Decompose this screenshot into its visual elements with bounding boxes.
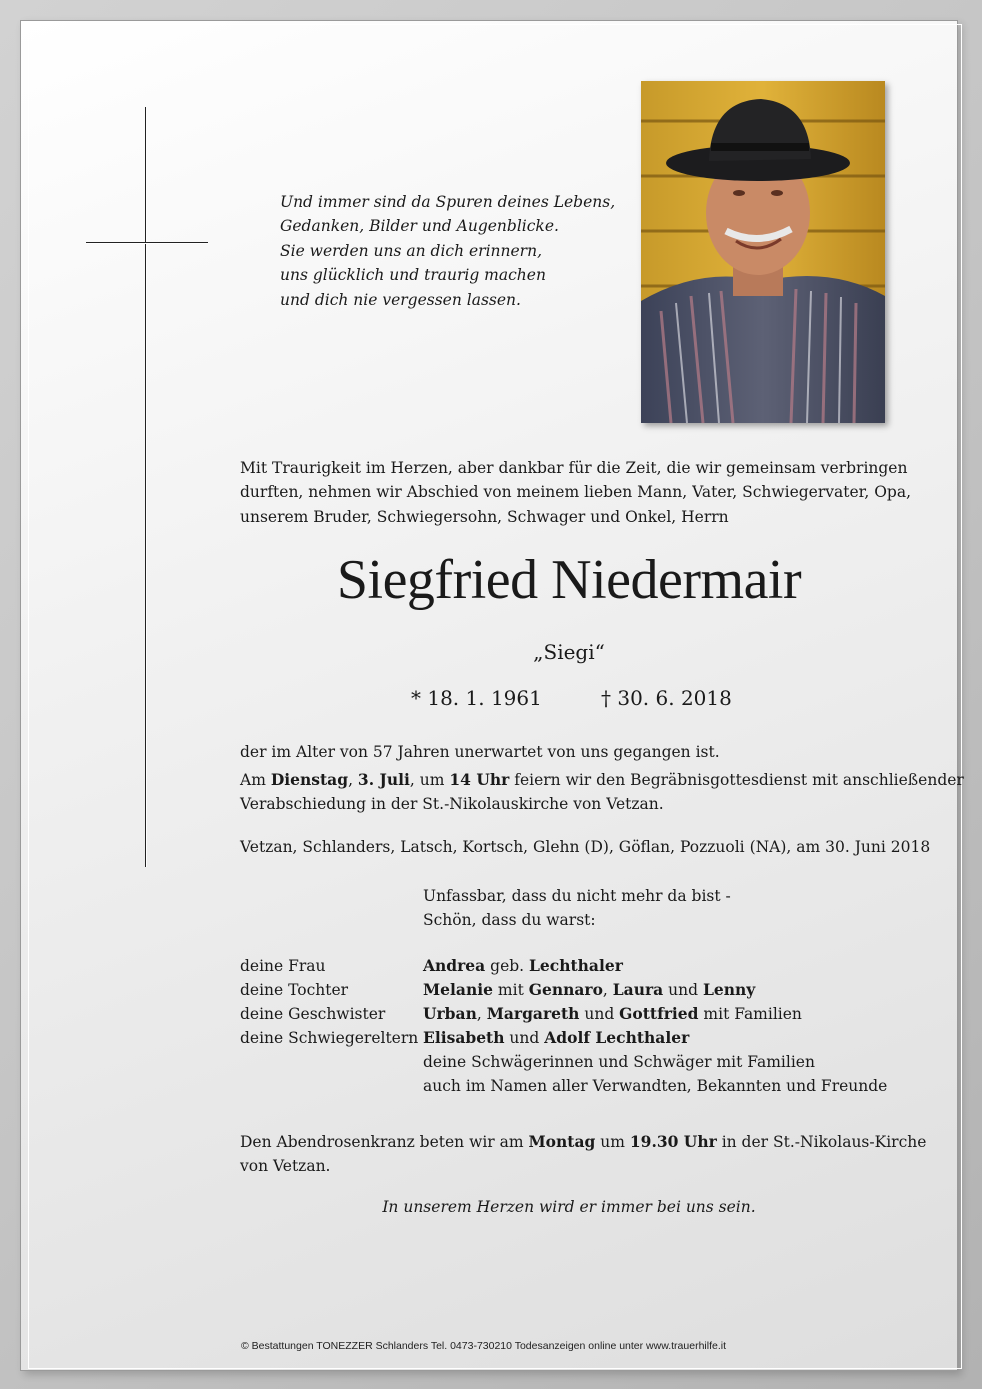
relation-names — [423, 1026, 689, 1050]
deceased-nickname: „Siegi“ — [533, 640, 605, 664]
rosary-time: 19.30 Uhr — [629, 1132, 717, 1151]
text: Am — [240, 771, 271, 789]
places-line: Vetzan, Schlanders, Latsch, Kortsch, Glehn (D), Göflan, Pozzuoli (NA), am 30. Juni 2018 — [240, 838, 931, 856]
name: Gottfried — [619, 1004, 699, 1023]
relation-label: deine Tochter — [240, 981, 349, 999]
places-text — [240, 835, 931, 859]
death-date: † 30. 6. 2018 — [601, 686, 732, 710]
relation-names — [423, 954, 623, 978]
age-text — [240, 740, 898, 764]
text: um — [595, 1133, 630, 1151]
funeral-line-2: Verabschiedung in der St.-Nikolauskirche von Vetzan. — [240, 795, 664, 814]
poem-line: Gedanken, Bilder und Augenblicke. — [280, 217, 559, 236]
text: mit — [492, 981, 529, 999]
quote — [423, 884, 823, 933]
text: mit Familien — [698, 1005, 802, 1023]
funeral-day: Dienstag — [270, 770, 349, 789]
text: , — [476, 1005, 487, 1023]
intro-line: Mit Traurigkeit im Herzen, aber dankbar für die Zeit, die wir gemeinsam verbringen — [240, 459, 908, 477]
intro-text — [240, 456, 912, 529]
text: , — [348, 771, 358, 789]
funeral-text — [240, 768, 964, 817]
relation-names — [423, 1002, 802, 1026]
footer-credit: © Bestattungen TONEZZER Schlanders Tel. 0473-730210 Todesanzeigen online unter www.trauerhilfe.it — [241, 1340, 726, 1352]
funeral-date: 3. Juli — [357, 770, 410, 789]
text: und — [579, 1005, 620, 1023]
text: Den Abendrosenkranz beten wir am — [240, 1133, 529, 1151]
text: geb. — [485, 957, 530, 975]
poem — [280, 190, 616, 312]
poem-line: uns glücklich und traurig machen — [280, 266, 546, 285]
name: Lechthaler — [529, 956, 623, 975]
intro-line: unserem Bruder, Schwiegersohn, Schwager und Onkel, Herrn — [240, 507, 729, 526]
closing-line: In unserem Herzen wird er immer bei uns sein. — [382, 1198, 756, 1216]
name: Urban — [423, 1004, 477, 1023]
name: Gennaro — [528, 980, 603, 999]
name: Elisabeth — [423, 1028, 505, 1047]
poem-line: Sie werden uns an dich erinnern, — [280, 241, 542, 260]
birth-date: * 18. 1. 1961 — [411, 686, 542, 710]
poem-line: Und immer sind da Spuren deines Lebens, — [280, 193, 616, 211]
relation-label: deine Frau — [240, 957, 326, 975]
text: und — [663, 981, 703, 999]
relation-label: deine Schwiegereltern — [240, 1029, 419, 1047]
name: Laura — [612, 980, 664, 999]
relation-names — [423, 978, 755, 1002]
cross-bar — [86, 242, 208, 244]
cross-icon — [145, 107, 147, 867]
rosary-day: Montag — [528, 1132, 596, 1151]
relation-names: deine Schwägerinnen und Schwäger mit Familien — [423, 1053, 815, 1071]
funeral-time: 14 Uhr — [449, 770, 510, 789]
text: und — [504, 1029, 545, 1047]
name: Margareth — [486, 1004, 580, 1023]
relation-names: auch im Namen aller Verwandten, Bekannten und Freunde — [423, 1077, 888, 1095]
name: Adolf Lechthaler — [544, 1028, 690, 1047]
deceased-name: Siegfried Niedermair — [336, 549, 802, 611]
text: in der St.-Nikolaus-Kirche — [716, 1133, 927, 1151]
quote-line-2: Schön, dass du warst: — [423, 911, 596, 930]
poem-line: und dich nie vergessen lassen. — [280, 290, 521, 309]
funeral-line-1 — [240, 768, 964, 792]
quote-line-1: Unfassbar, dass du nicht mehr da bist - — [423, 887, 731, 905]
relation-label: deine Geschwister — [240, 1005, 386, 1023]
name: Melanie — [423, 980, 493, 999]
name: Lenny — [702, 980, 756, 999]
rosary-line-1 — [240, 1130, 927, 1154]
rosary-line-2: von Vetzan. — [240, 1157, 331, 1176]
text: , — [602, 981, 613, 999]
name: Andrea — [423, 956, 486, 975]
age-line: der im Alter von 57 Jahren unerwartet von uns gegangen ist. — [240, 743, 720, 761]
text: feiern wir den Begräbnisgottesdienst mit anschließender — [509, 771, 964, 789]
intro-line: durften, nehmen wir Abschied von meinem lieben Mann, Vater, Schwiegervater, Opa, — [240, 483, 912, 502]
portrait-photo — [641, 81, 885, 423]
text: , um — [409, 771, 450, 789]
rosary-text — [240, 1130, 927, 1179]
